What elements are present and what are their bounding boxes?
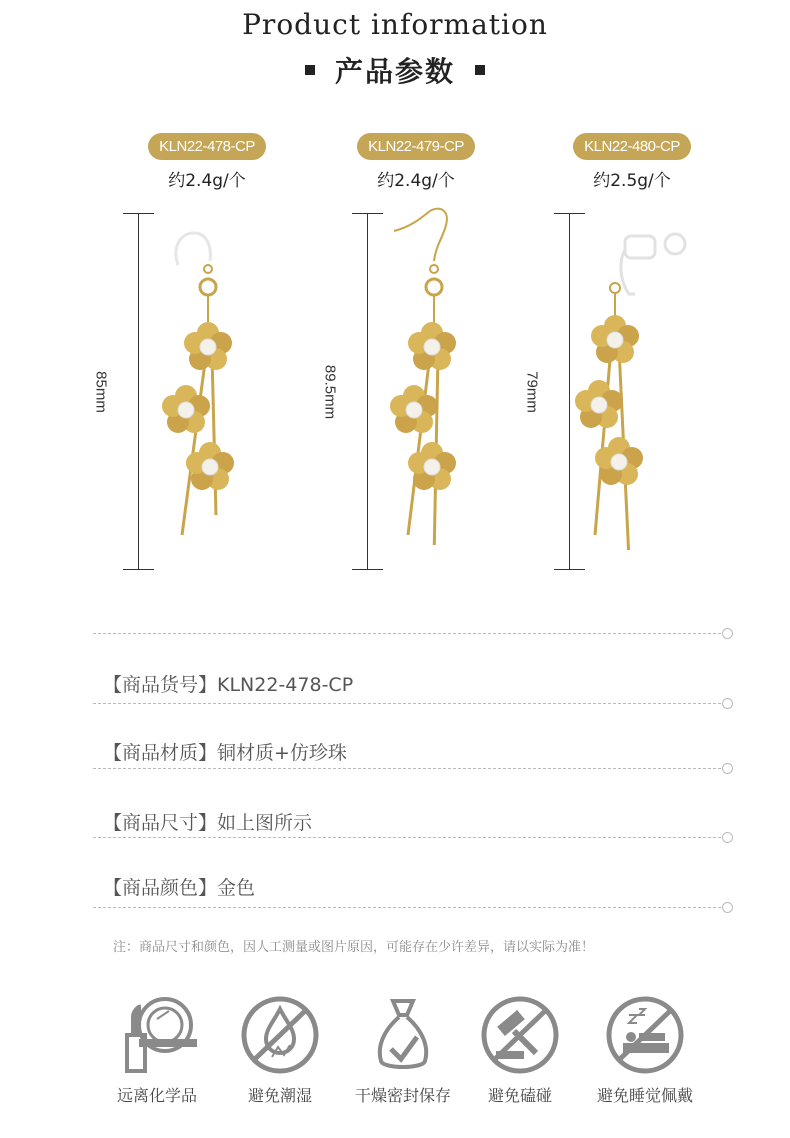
bag-icon bbox=[363, 995, 443, 1075]
divider bbox=[93, 902, 733, 914]
care-item-impact bbox=[455, 995, 585, 1106]
care-label: 避免潮湿 bbox=[247, 1086, 312, 1105]
title-chinese-text: 产品参数 bbox=[334, 55, 455, 88]
dimension-label: 79mm bbox=[523, 370, 541, 413]
divider bbox=[93, 698, 733, 710]
detail-value: 如上图所示 bbox=[217, 812, 313, 834]
product-weight: 约2.4g/个 bbox=[168, 171, 246, 191]
dimension-label: 85mm bbox=[92, 370, 110, 413]
divider bbox=[93, 832, 733, 844]
cosmetics-icon bbox=[117, 995, 197, 1075]
earring-image-1 bbox=[160, 225, 250, 545]
product-3 bbox=[532, 133, 732, 191]
product-weight: 约2.4g/个 bbox=[377, 171, 455, 191]
square-bullet-left bbox=[305, 65, 315, 75]
care-label: 避免睡觉佩戴 bbox=[596, 1086, 693, 1105]
earring-image-3 bbox=[575, 230, 695, 550]
product-1 bbox=[107, 133, 307, 191]
detail-item-material bbox=[103, 738, 347, 765]
detail-value: 金色 bbox=[217, 877, 256, 899]
title-english: Product information bbox=[242, 8, 548, 41]
detail-label: 【商品颜色】 bbox=[103, 877, 218, 899]
care-label: 远离化学品 bbox=[116, 1086, 197, 1105]
care-item-sleep bbox=[580, 995, 710, 1106]
detail-item-color bbox=[103, 873, 255, 900]
detail-value: KLN22-478-CP bbox=[217, 674, 354, 696]
product-code-badge: KLN22-480-CP bbox=[573, 133, 691, 160]
product-weight: 约2.5g/个 bbox=[593, 171, 671, 191]
sleep-icon bbox=[605, 995, 685, 1075]
care-label: 干燥密封保存 bbox=[354, 1086, 451, 1105]
dimension-line-2 bbox=[321, 213, 383, 570]
detail-label: 【商品尺寸】 bbox=[103, 812, 218, 834]
earring-image-2 bbox=[390, 205, 480, 545]
detail-value: 铜材质+仿珍珠 bbox=[217, 742, 347, 764]
hammer-icon bbox=[480, 995, 560, 1075]
detail-item-size bbox=[103, 808, 312, 835]
divider bbox=[93, 763, 733, 775]
detail-label: 【商品货号】 bbox=[103, 674, 218, 696]
title-chinese bbox=[0, 50, 790, 90]
divider bbox=[93, 628, 733, 640]
product-code-badge: KLN22-478-CP bbox=[148, 133, 266, 160]
product-2 bbox=[316, 133, 516, 191]
care-label: 避免磕碰 bbox=[487, 1086, 552, 1105]
care-item-moisture bbox=[215, 995, 345, 1106]
water-drop-icon bbox=[240, 995, 320, 1075]
product-code-badge: KLN22-479-CP bbox=[357, 133, 475, 160]
disclaimer-note: 注：商品尺寸和颜色，因人工测量或图片原因，可能存在少许差异，请以实际为准！ bbox=[113, 940, 595, 955]
dimension-label: 89.5mm bbox=[321, 364, 339, 419]
detail-item-code bbox=[103, 670, 353, 697]
care-item-chemicals bbox=[92, 995, 222, 1106]
care-item-storage bbox=[338, 995, 468, 1106]
dimension-line-1 bbox=[92, 213, 154, 570]
square-bullet-right bbox=[475, 65, 485, 75]
detail-label: 【商品材质】 bbox=[103, 742, 218, 764]
